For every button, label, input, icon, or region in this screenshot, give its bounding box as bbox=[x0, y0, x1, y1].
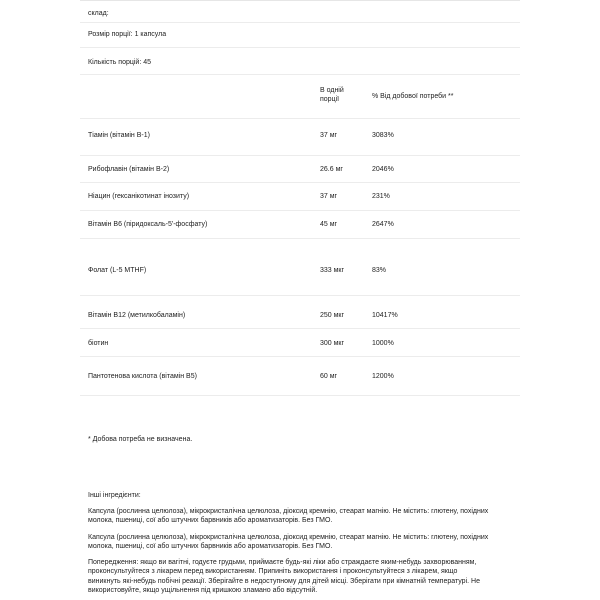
nutrient-amount: 300 мкг bbox=[320, 340, 345, 347]
divider bbox=[80, 295, 520, 296]
nutrient-daily-value: 10417% bbox=[372, 312, 398, 319]
nutrient-daily-value: 1200% bbox=[372, 373, 394, 380]
nutrient-name: Ніацин (гексанікотинат інозиту) bbox=[88, 193, 190, 200]
divider bbox=[80, 356, 520, 357]
nutrient-name: Пантотенова кислота (вітамін B5) bbox=[88, 373, 197, 380]
divider bbox=[80, 74, 520, 75]
nutrient-amount: 26.6 мг bbox=[320, 166, 343, 173]
top-divider bbox=[80, 0, 520, 1]
nutrient-amount: 250 мкг bbox=[320, 312, 345, 319]
text-line: використовуйте, якщо ущільнення під кришкою зламано або відсутній. bbox=[88, 587, 318, 595]
divider bbox=[80, 22, 520, 23]
nutrient-daily-value: 3083% bbox=[372, 132, 394, 139]
nutrient-name: Вітамін B12 (метилкобаламін) bbox=[88, 312, 186, 319]
other-ingredients-title: Інші інгредієнти: bbox=[88, 492, 141, 499]
nutrient-daily-value: 83% bbox=[372, 267, 387, 274]
divider bbox=[80, 328, 520, 329]
nutrient-name: Вітамін B6 (піридоксаль-5'-фосфату) bbox=[88, 221, 208, 228]
amount-header-line2: порції bbox=[320, 96, 340, 104]
nutrient-amount: 37 мг bbox=[320, 193, 338, 200]
text-line: Капсула (рослинна целюлоза), мікрокристалічна целюлоза, діоксид кремнію, стеарат магнію. Не містить: глютену, похідних bbox=[88, 534, 489, 541]
divider bbox=[80, 118, 520, 119]
warning-text bbox=[88, 558, 518, 596]
nutrient-amount: 37 мг bbox=[320, 132, 338, 139]
daily-value-header: % Від добової потреби ** bbox=[372, 93, 454, 100]
nutrient-name: Рибофлавін (вітамін B-2) bbox=[88, 166, 170, 173]
divider bbox=[80, 238, 520, 239]
composition-label: склад: bbox=[88, 10, 109, 17]
text-line: виникнуть які-небудь побічні реакції. Зберігайте в недоступному для дітей місці. Зберігати при кімнатній температурі. Не bbox=[88, 577, 480, 585]
nutrient-amount: 45 мг bbox=[320, 221, 338, 228]
text-line: Капсула (рослинна целюлоза), мікрокристалічна целюлоза, діоксид кремнію, стеарат магнію. Не містить: глютену, похідних bbox=[88, 508, 489, 515]
divider bbox=[80, 210, 520, 211]
nutrient-amount: 60 мг bbox=[320, 373, 338, 380]
daily-value-footnote: * Добова потреба не визначена. bbox=[88, 436, 193, 443]
nutrient-daily-value: 2647% bbox=[372, 221, 394, 228]
other-ingredients-text-repeat bbox=[88, 533, 518, 552]
nutrient-name: біотин bbox=[88, 340, 109, 347]
divider bbox=[80, 395, 520, 396]
text-line: молока, пшениці, сої або штучних барвників або ароматизаторів. Без ГМО. bbox=[88, 517, 333, 525]
amount-header-line1: В одній bbox=[320, 87, 344, 94]
divider bbox=[80, 47, 520, 48]
other-ingredients-text bbox=[88, 507, 518, 526]
nutrient-name: Тіамін (вітамін B-1) bbox=[88, 132, 150, 139]
nutrient-name: Фолат (L-5 MTHF) bbox=[88, 267, 147, 274]
text-line: молока, пшениці, сої або штучних барвників або ароматизаторів. Без ГМО. bbox=[88, 543, 333, 551]
serving-size: Розмір порції: 1 капсула bbox=[88, 31, 167, 38]
amount-per-serving-header bbox=[320, 86, 344, 105]
servings-per-container: Кількість порцій: 45 bbox=[88, 59, 152, 66]
nutrient-daily-value: 231% bbox=[372, 193, 390, 200]
divider bbox=[80, 155, 520, 156]
nutrient-daily-value: 2046% bbox=[372, 166, 394, 173]
nutrient-amount: 333 мкг bbox=[320, 267, 345, 274]
divider bbox=[80, 182, 520, 183]
text-line: проконсультуйтеся з лікарем перед використанням. Припиніть використання і проконсультуйтеся з лікарем, якщо bbox=[88, 568, 458, 576]
text-line: Попередження: якщо ви вагітні, годуєте грудьми, приймаєте будь-які ліки або страждаєте яким-небудь захворюванням, bbox=[88, 559, 477, 566]
nutrient-daily-value: 1000% bbox=[372, 340, 394, 347]
